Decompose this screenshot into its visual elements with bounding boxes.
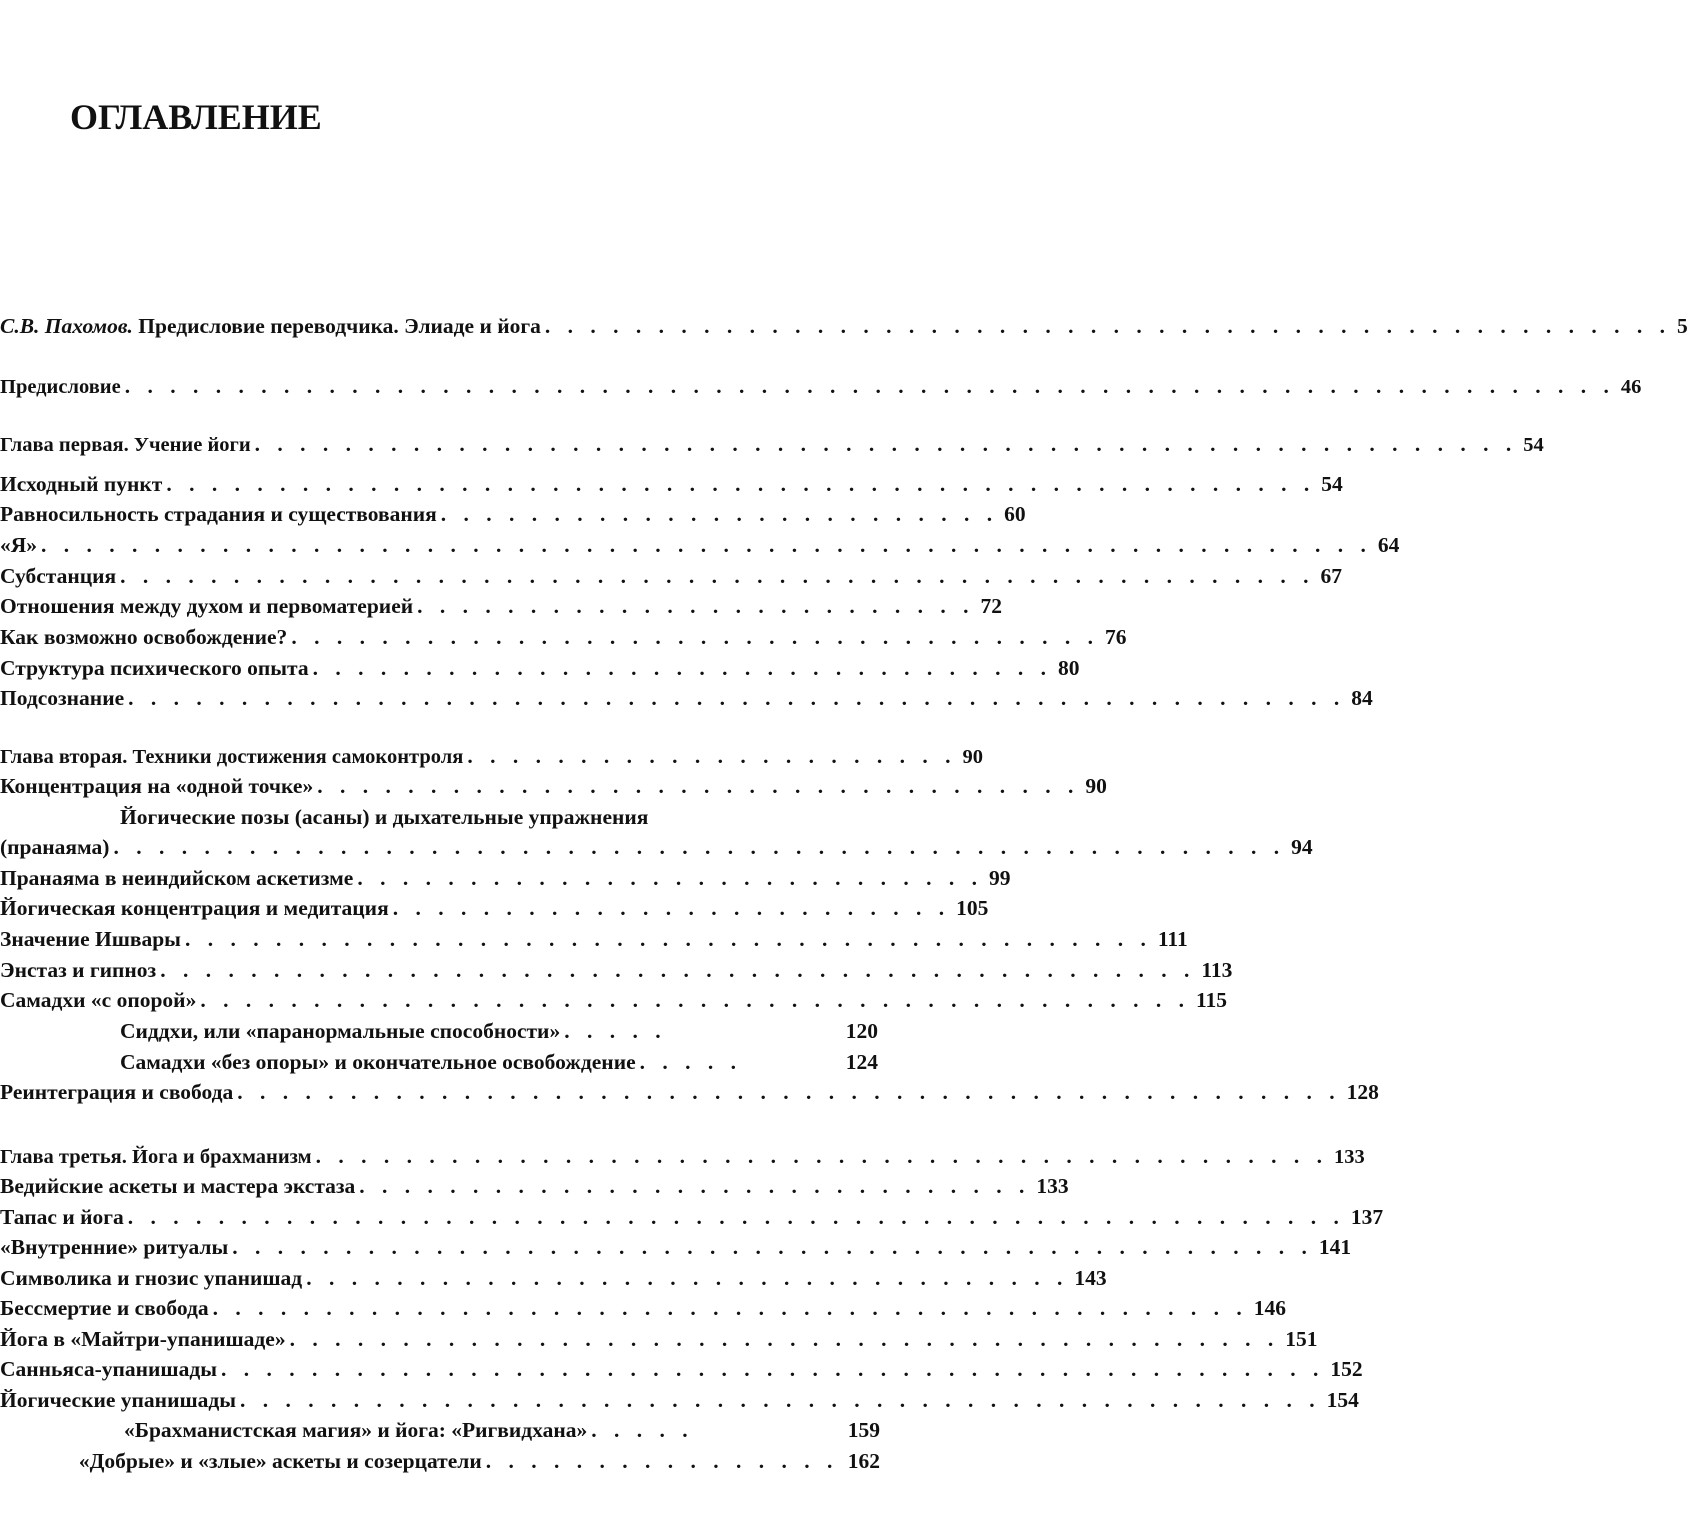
section-title: Пранаяма в неиндийском аскетизме: [0, 866, 354, 890]
entry-title: Предисловие переводчика. Элиаде и йога: [138, 314, 541, 338]
page-number: 137: [1350, 1205, 1384, 1229]
dot-leader: . . . . . . . . . . . . . . . . . . . . . . . . . . . . . . . . . .: [317, 774, 1080, 798]
toc-entry-section[interactable]: [0, 1264, 1107, 1296]
toc-entry-section[interactable]: [0, 592, 1000, 624]
toc-entry-section[interactable]: [0, 654, 1080, 686]
page-number: 154: [1326, 1388, 1359, 1412]
section-title: Субстанция: [0, 564, 117, 588]
page-number: 72: [980, 594, 1002, 618]
toc-entry-section[interactable]: [0, 1294, 1286, 1326]
page-title: ОГЛАВЛЕНИЕ: [70, 97, 322, 137]
section-title: Бессмертие и свобода: [0, 1296, 209, 1320]
chapter-title: Глава первая. Учение йоги: [0, 434, 251, 456]
toc-entry-section[interactable]: [0, 1048, 1000, 1080]
toc-entry-section[interactable]: [0, 500, 1026, 532]
entry-title: Предисловие: [0, 376, 121, 398]
page-number: 152: [1330, 1357, 1363, 1381]
author-name: С.В. Пахомов.: [0, 314, 133, 338]
section-title: Санньяса-упанишады: [0, 1357, 217, 1381]
dot-leader: . . . . . . . . . . . . . . . . . . . . . . . . . . . . . . . . . . . . . . . . . . . . . . . . . . . .: [113, 835, 1286, 859]
toc-entry-section[interactable]: [0, 1203, 1384, 1235]
dot-leader: . . . . . . . . . . . . . . . . . . . . . . . . .: [392, 896, 951, 920]
page-number: 46: [1620, 376, 1642, 398]
toc-entry-section[interactable]: [0, 684, 1373, 716]
page-number: 60: [1004, 502, 1026, 526]
dot-leader: . . . . . . . . . . . . . . . . . . . . . . . . . . . . . . . . . . . . . . . . . . . .: [289, 1327, 1280, 1351]
section-title: «Добрые» и «злые» аскеты и созерцатели: [78, 1449, 482, 1473]
dot-leader: . . . . . . . . . . . . . . . . . . . . . . . . .: [417, 594, 975, 618]
section-title: «Я»: [0, 533, 38, 557]
section-title: Самадхи «с опорой»: [0, 988, 197, 1012]
toc-entry-section[interactable]: [0, 1416, 1000, 1448]
section-title: Тапас и йога: [0, 1205, 124, 1229]
page-number: 94: [1291, 835, 1313, 859]
dot-leader: . . . . . . . . . . . . . . . . . . . . . . . . . . . . . . . . . . . . . . . . . . . . . . . .: [232, 1235, 1313, 1259]
dot-leader: . . . . . . . . . . . . . . . . . . . . . . . . . . . . . . . . . . . . . . . . . . . . . . . . . . .: [166, 472, 1316, 496]
toc-entry-section[interactable]: [0, 470, 1343, 502]
toc-entry-chapter-3[interactable]: [0, 1142, 1365, 1174]
dot-leader: . . . . . . . . . . . . . . . .: [485, 1449, 839, 1473]
section-title: Структура психического опыта: [0, 656, 309, 680]
dot-leader: . . . . . . . . . . . . . . . . . . . . . . . . . . . . . . . . . . . . . . . . . . . . . . . .: [240, 1388, 1321, 1412]
dot-leader: . . . . . . . . . . . . . . . . . . . . . . . . . . . . . . . . . . . . . . . . . . . . . . . . . . . . . .: [128, 686, 1346, 710]
page-number: 113: [1201, 958, 1233, 982]
toc-entry-section[interactable]: [0, 531, 1400, 563]
page-number: 133: [1333, 1146, 1365, 1168]
page-number: 105: [956, 896, 989, 920]
page-number: 146: [1253, 1296, 1286, 1320]
page-number: 151: [1285, 1327, 1318, 1351]
dot-leader: . . . . . . . . . . . . . . . . . . . . . . . . . . . . . . . . . . . . . . . . . . . . . . . . .: [221, 1357, 1325, 1381]
section-title: Исходный пункт: [0, 472, 163, 496]
toc-entry-section[interactable]: [0, 562, 1342, 594]
page-number: 99: [988, 866, 1011, 890]
dot-leader: . . . . . . . . . . . . . . . . . . . . . . . . . . . . . . . . . . . . . . . . . . . . . . . . .: [237, 1080, 1341, 1104]
section-title: «Брахманистская магия» и йога: «Ригвидхана»: [124, 1418, 588, 1442]
toc-entry-section[interactable]: [0, 1386, 1359, 1418]
page-number: 111: [1157, 927, 1188, 951]
toc-entry-section[interactable]: [0, 986, 1228, 1018]
page-number: 128: [1346, 1080, 1379, 1104]
page-number: 120: [845, 1019, 878, 1043]
toc-entry-section[interactable]: [0, 925, 1188, 957]
page-number: 124: [845, 1050, 878, 1074]
toc-entry-section[interactable]: [0, 833, 1313, 865]
toc-entry-section[interactable]: [0, 1325, 1318, 1357]
section-title: Самадхи «без опоры» и окончательное освобождение: [120, 1050, 636, 1074]
dot-leader: . . . . . . . . . . . . . . . . . . . . . . . . . . . . . . . . . . . . . . . . . . . . . .: [160, 958, 1196, 982]
section-title: «Внутренние» ритуалы: [0, 1235, 229, 1259]
dot-leader: . . . . . . . . . . . . . . . . . . . . . .: [467, 744, 957, 768]
toc-entry-section[interactable]: [0, 1078, 1379, 1110]
page-number: 64: [1377, 533, 1400, 557]
dot-leader: . . . . . . . . . . . . . . . . . . . . . . . . . . . . . . . . . . . . . . . . . . . . . . . . . . . . . . . . . . . . . . . . . .: [124, 374, 1615, 398]
section-title: Йога в «Майтри-упанишаде»: [0, 1327, 286, 1351]
page-number: 84: [1351, 686, 1373, 710]
toc-entry-translator-preface[interactable]: [0, 312, 1688, 344]
page-number: 5: [1677, 314, 1688, 338]
dot-leader: . . . . . . . . . . . . . . . . . . . . . . . . . . . . . . . . . . . .: [291, 625, 1099, 649]
dot-leader: . . . . . . . . . . . . . . . . . . . . . . . . . . . . . . . . . . . . . . . . . . . . . . . . . . . . . . . . . . .: [41, 533, 1372, 557]
section-title: Йогические упанишады: [0, 1388, 237, 1412]
dot-leader: . . . . . . . . . . . . . . . . . . . . . . . . . . . . . . . . . . . . . . . . . . . . . .: [212, 1296, 1248, 1320]
section-title: Сиддхи, или «паранормальные способности»: [120, 1019, 561, 1043]
section-title: Ведийские аскеты и мастера экстаза: [0, 1174, 356, 1198]
toc-entry-section[interactable]: [0, 894, 1000, 926]
toc-entry-section[interactable]: [0, 864, 1011, 896]
section-title: Йогическая концентрация и медитация: [0, 896, 389, 920]
toc-entry-chapter-1[interactable]: [0, 430, 1544, 462]
toc-entry-section[interactable]: [0, 956, 1233, 988]
dot-leader: . . . . .: [564, 1019, 667, 1043]
toc-entry-chapter-2[interactable]: [0, 742, 1000, 774]
dot-leader: . . . . .: [591, 1418, 694, 1442]
dot-leader: . . . . . . . . . . . . . . . . . . . . . . . . . . . . . . . . .: [312, 656, 1052, 680]
section-title: Символика и гнозис упанишад: [0, 1266, 303, 1290]
section-title: Концентрация на «одной точке»: [0, 774, 314, 798]
dot-leader: . . . . . . . . . . . . . . . . . . . . . . . . . . . . . . . . . . . . . . . . . . . . . . . . . .: [544, 314, 1672, 338]
page-number: 133: [1036, 1174, 1069, 1198]
page-number: 67: [1320, 564, 1342, 588]
page-number: 115: [1195, 988, 1228, 1012]
toc-entry-section[interactable]: [0, 772, 1107, 804]
dot-leader: . . . . . . . . . . . . . . . . . . . . . . . . . . . . . . . . . . . . . . . . . . . .: [200, 988, 1190, 1012]
dot-leader: . . . . . . . . . . . . . . . . . . . . . . . . . . . .: [357, 866, 983, 890]
page-number: 76: [1104, 625, 1127, 649]
dot-leader: . . . . . . . . . . . . . . . . . . . . . . . . . . . . . . . . . . . . . . . . . . . . . . . . . . . . . .: [127, 1205, 1345, 1229]
dot-leader: . . . . . . . . . . . . . . . . . . . . . . . . .: [440, 502, 999, 526]
page-number: 159: [847, 1418, 880, 1442]
dot-leader: . . . . . . . . . . . . . . . . . . . . . . . . . . . . . . . . . . . . . . . . . . . . . . . . . . . . . . . .: [254, 432, 1518, 456]
page-number: 141: [1318, 1235, 1352, 1259]
page-number: 143: [1074, 1266, 1107, 1290]
section-title: Реинтеграция и свобода: [0, 1080, 234, 1104]
chapter-title: Глава третья. Йога и брахманизм: [0, 1146, 312, 1168]
dot-leader: . . . . . . . . . . . . . . . . . . . . . . . . . . . . . . . . . . . . . . . . . . . . . . . . . . . . .: [120, 564, 1315, 588]
toc-entry-section[interactable]: [0, 623, 1127, 655]
page-number: 90: [962, 746, 983, 768]
toc-entry-section[interactable]: [0, 1447, 1000, 1479]
section-title: (пранаяма): [0, 835, 110, 859]
toc-entry-section[interactable]: [0, 1355, 1363, 1387]
section-title: Равносильность страдания и существования: [0, 502, 437, 526]
dot-leader: . . . . . . . . . . . . . . . . . . . . . . . . . . . . . . . . . .: [306, 1266, 1069, 1290]
section-title: Отношения между духом и первоматерией: [0, 594, 414, 618]
dot-leader: . . . . .: [639, 1050, 742, 1074]
toc-entry-section[interactable]: [0, 1017, 1000, 1049]
chapter-title: Глава вторая. Техники достижения самоконтроля: [0, 746, 464, 768]
section-title-line-1: Йогические позы (асаны) и дыхательные упражнения: [120, 805, 649, 829]
page-number: 54: [1321, 472, 1343, 496]
section-title: Значение Ишвары: [0, 927, 181, 951]
toc-entry-section[interactable]: [0, 1233, 1352, 1265]
toc-entry-preface[interactable]: [0, 372, 1642, 404]
section-title: Как возможно освобождение?: [0, 625, 288, 649]
section-title: Подсознание: [0, 686, 125, 710]
toc-entry-section[interactable]: [0, 1172, 1069, 1204]
dot-leader: . . . . . . . . . . . . . . . . . . . . . . . . . . . . . . . . . . . . . . . . . . . . .: [315, 1144, 1328, 1168]
page-number: 90: [1085, 774, 1107, 798]
page-number: 80: [1058, 656, 1080, 680]
page-number: 54: [1523, 434, 1544, 456]
dot-leader: . . . . . . . . . . . . . . . . . . . . . . . . . . . . . .: [359, 1174, 1031, 1198]
page-number: 162: [847, 1449, 880, 1473]
section-title: Энстаз и гипноз: [0, 958, 157, 982]
dot-leader: . . . . . . . . . . . . . . . . . . . . . . . . . . . . . . . . . . . . . . . . . . .: [184, 927, 1152, 951]
